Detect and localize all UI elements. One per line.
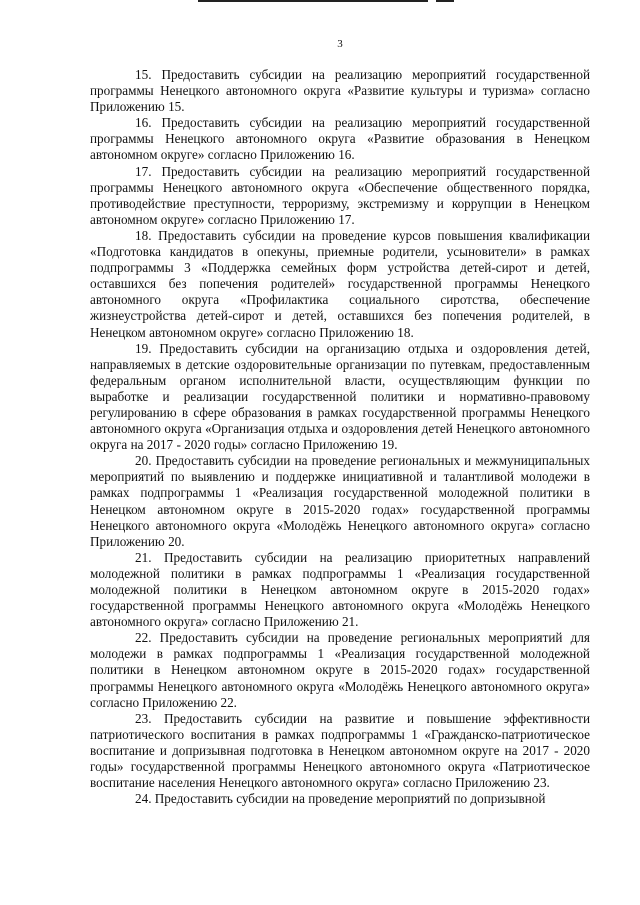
paragraph-number: 22.	[135, 630, 152, 646]
paragraph-text: Предоставить субсидии на организацию отдыха и оздоровления детей, направляемых в детские оздоровительные организации по путевкам, предоставленным федеральным органом исполнительной власти, осуществляющим функции по выработке и реализации государственной политики и нормативно-правовому регулированию в сфере образования в рамках государственной программы Ненецкого автономного округа «Организация отдыха и оздоровления детей Ненецкого автономного округа на 2017 - 2020 годы» согласно Приложению 19.	[90, 340, 591, 453]
paragraph-text: Предоставить субсидии на реализацию мероприятий государственной программы Ненецкого автономного округа «Развитие культуры и туризма» согласно Приложению 15.	[90, 67, 591, 115]
paragraph-number: 21.	[135, 549, 152, 565]
paragraph-23	[90, 711, 590, 791]
paragraph-text: Предоставить субсидии на реализацию приоритетных направлений молодежной политики в рамках подпрограммы 1 «Реализация государственной молодежной политики в Ненецком автономном округе в 2015-2020 годах» государственной программы Ненецкого автономного округа «Молодёжь Ненецкого автономного округа» согласно Приложению 21.	[90, 549, 590, 630]
paragraph-text: Предоставить субсидии на проведение региональных и межмуниципальных мероприятий по выявлению и поддержке инициативной и талантливой молодежи в рамках подпрограммы 1 «Реализация государственной молодежной политики в Ненецком автономном округе в 2015-2020 годах» государственной программы Ненецкого автономного округа «Молодёжь Ненецкого автономного округа» согласно Приложению 20.	[90, 453, 590, 549]
paragraph-text: Предоставить субсидии на реализацию мероприятий государственной программы Ненецкого автономного округа «Обеспечение общественного порядка, противодействие преступности, терроризму, экстремизму и коррупции в Ненецком автономном округе» согласно Приложению 17.	[90, 163, 591, 227]
scan-edge-line	[436, 0, 454, 2]
paragraph-number: 17.	[135, 163, 152, 179]
document-body	[90, 67, 590, 807]
paragraph-17	[90, 164, 590, 228]
paragraph-number: 19.	[135, 340, 152, 356]
paragraph-20	[90, 453, 590, 550]
paragraph-18	[90, 228, 590, 341]
paragraph-24	[90, 791, 590, 807]
paragraph-number: 16.	[135, 115, 152, 131]
paragraph-text: Предоставить субсидии на проведение мероприятий по допризывной	[154, 791, 546, 807]
paragraph-number: 18.	[135, 227, 152, 243]
paragraph-text: Предоставить субсидии на реализацию мероприятий государственной программы Ненецкого автономного округа «Развитие образования в Ненецком автономном округе» согласно Приложению 16.	[90, 115, 591, 163]
scan-edge-line	[198, 0, 428, 2]
paragraph-text: Предоставить субсидии на развитие и повышение эффективности патриотического воспитания в рамках подпрограммы 1 «Гражданско-патриотическое воспитание и допризывная подготовка в Ненецком автономном округе на 2017 - 2020 годы» государственной программы Ненецкого автономного округа «Патриотическое воспитание населения Ненецкого автономного округа» согласно Приложению 23.	[90, 710, 590, 791]
paragraph-16	[90, 115, 590, 163]
paragraph-15	[90, 67, 590, 115]
paragraph-text: Предоставить субсидии на проведение курсов повышения квалификации «Подготовка кандидатов в опекуны, приемные родители, усыновители» в рамках подпрограммы 3 «Поддержка семейных форм устройства детей-сирот и детей, оставшихся без попечения родителей» государственной программы Ненецкого автономного округа «Профилактика социального сиротства, обеспечение жизнеустройства детей-сирот и детей, оставшихся без попечения родителей, в Ненецком автономном округе» согласно Приложению 18.	[90, 227, 591, 340]
paragraph-number: 23.	[135, 710, 152, 726]
paragraph-number: 20.	[135, 453, 152, 469]
paragraph-number: 24.	[135, 791, 152, 807]
paragraph-text: Предоставить субсидии на проведение региональных мероприятий для молодежи в рамках подпрограммы 1 «Реализация государственной молодежной политики в Ненецком автономном округе в 2015-2020 годах» государственной программы Ненецкого автономного округа «Молодёжь Ненецкого автономного округа» согласно Приложению 22.	[90, 630, 590, 710]
paragraph-22	[90, 630, 590, 710]
paragraph-21	[90, 550, 590, 630]
page-number: 3	[337, 38, 343, 50]
paragraph-number: 15.	[135, 67, 152, 82]
paragraph-19	[90, 341, 590, 454]
